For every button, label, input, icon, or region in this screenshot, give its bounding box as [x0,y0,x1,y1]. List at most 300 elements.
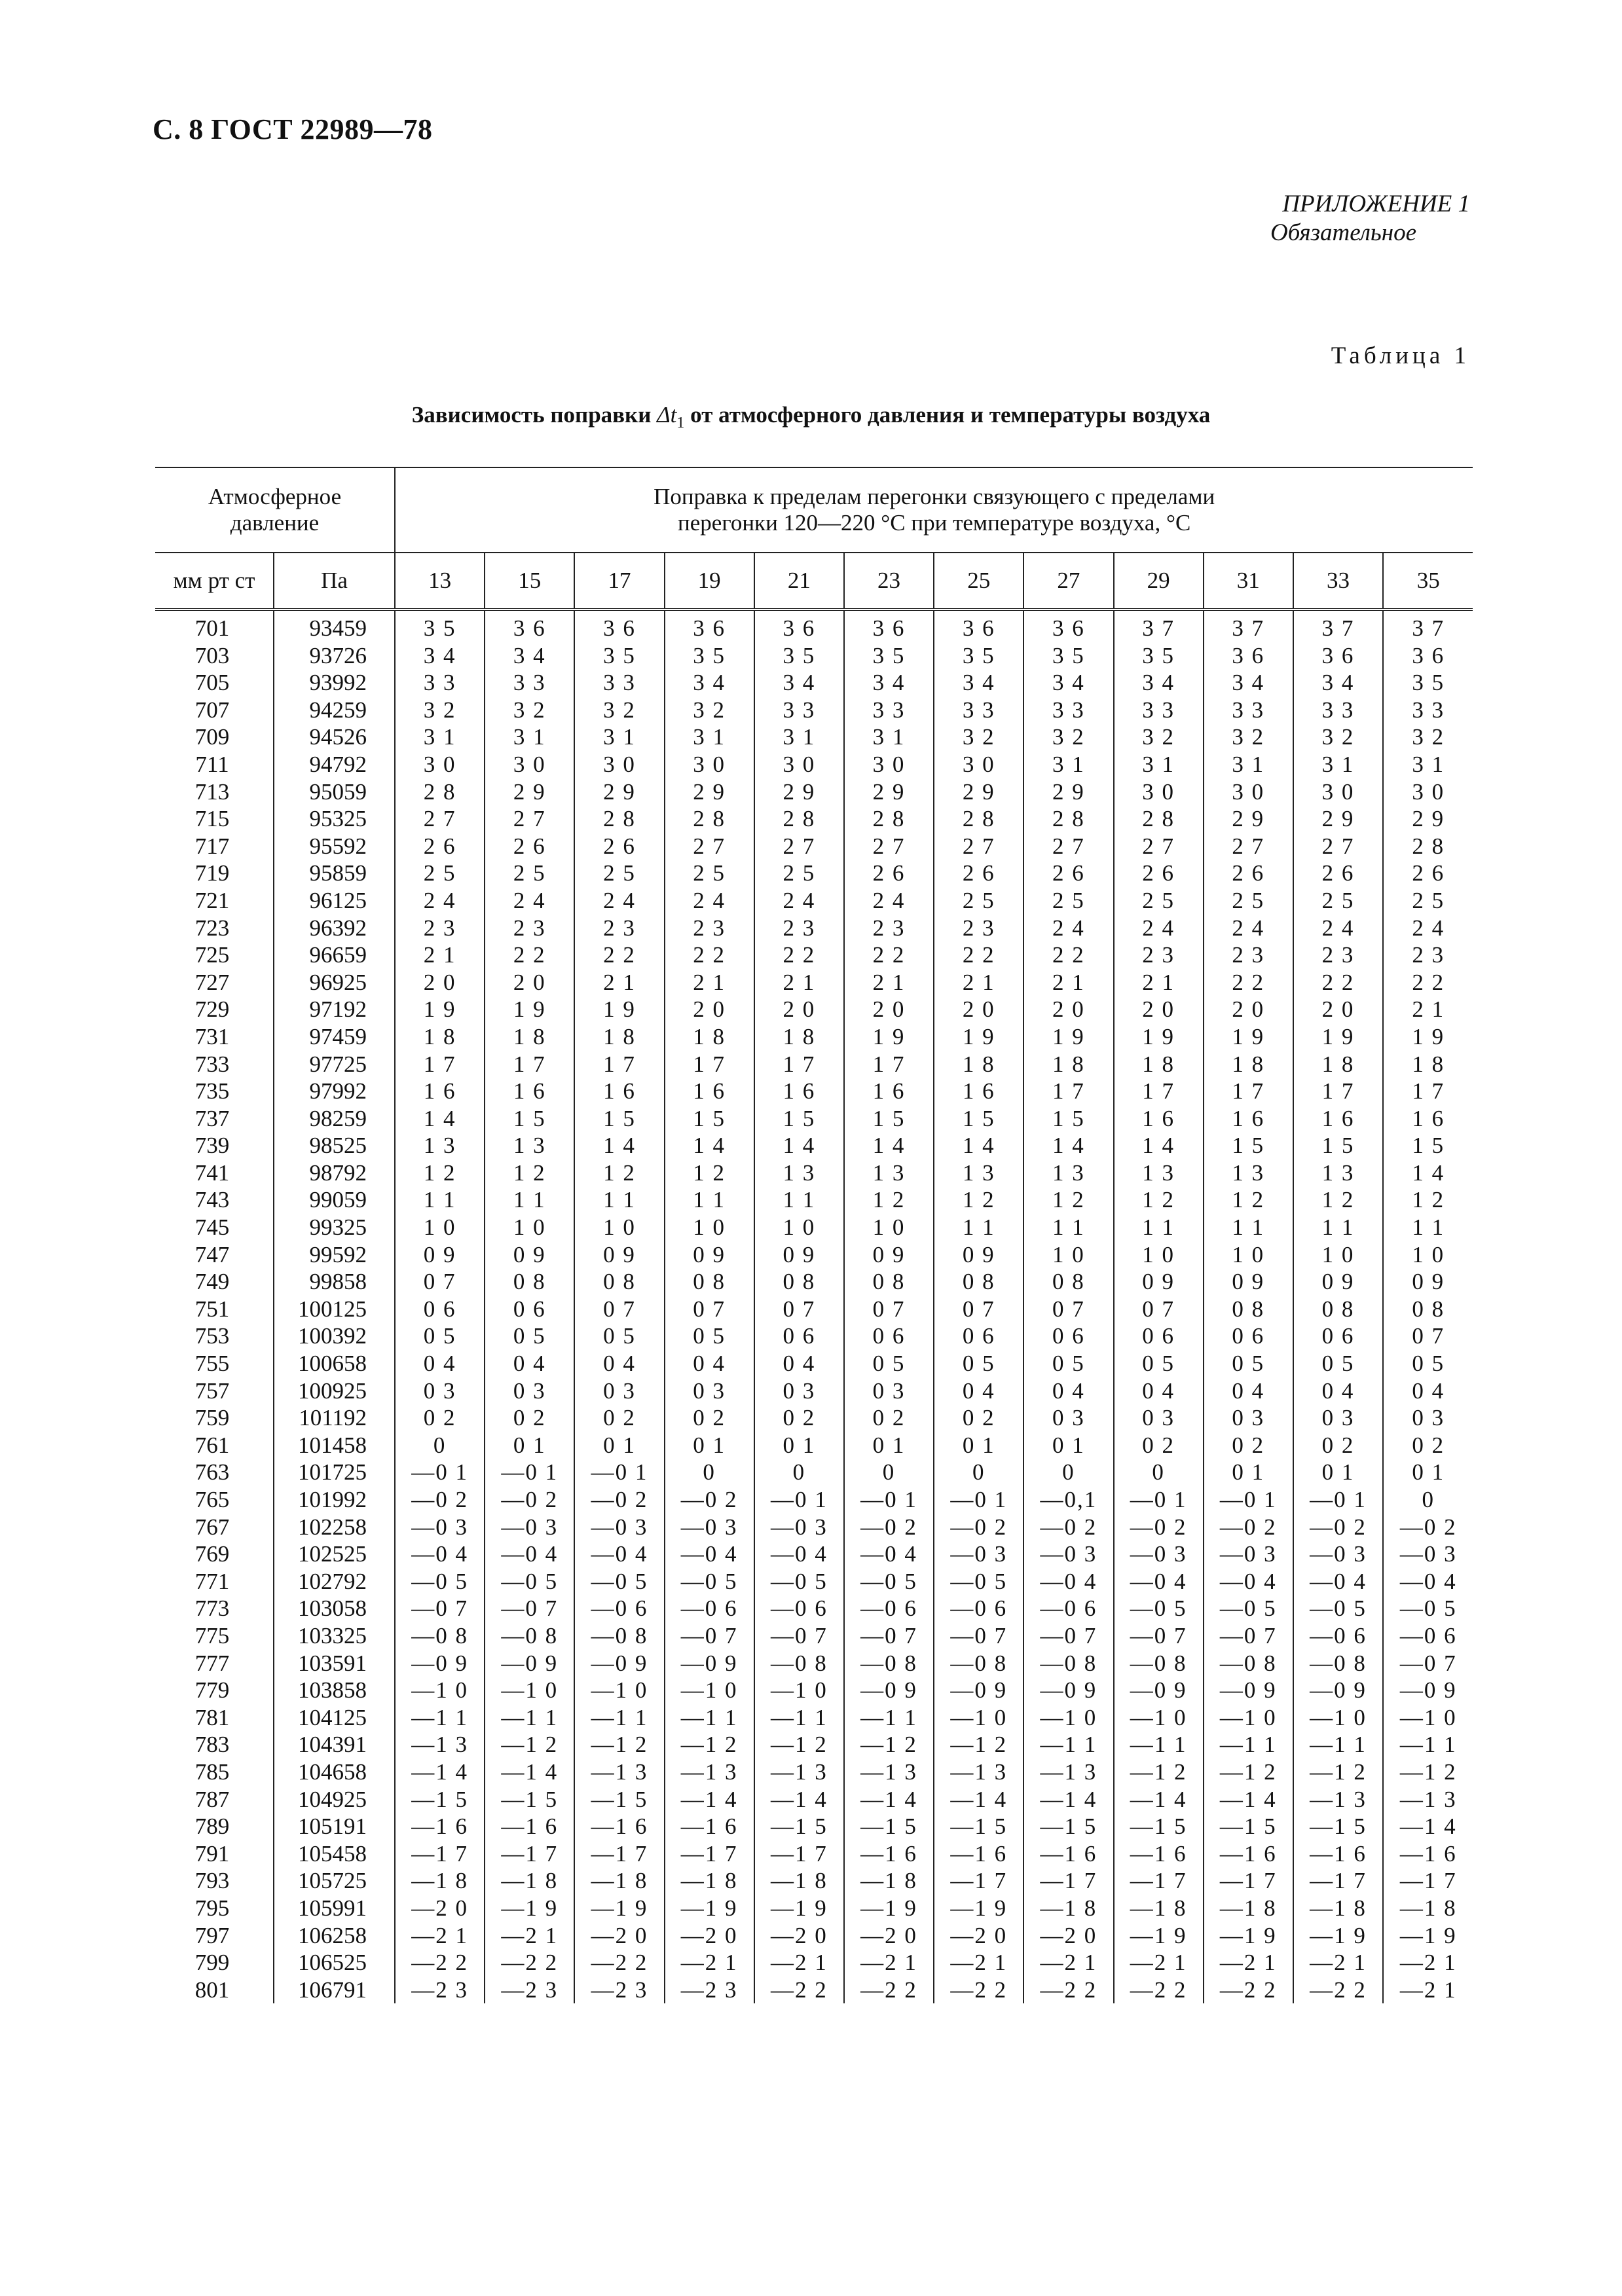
correction-cell: 0 9 [1204,1268,1293,1296]
pressure-mmhg-cell: 763 [155,1459,274,1486]
correction-cell: 1 1 [934,1214,1023,1241]
correction-cell: —1 4 [754,1786,844,1813]
correction-cell: 2 8 [395,778,485,806]
correction-cell: 3 3 [1023,697,1113,724]
correction-cell: 2 1 [1114,969,1204,996]
correction-cell: 0 8 [844,1268,934,1296]
correction-cell: —0 9 [395,1650,485,1677]
correction-cell: —0 5 [485,1568,574,1595]
correction-cell: 0 7 [754,1296,844,1323]
correction-cell: 0 1 [485,1432,574,1459]
pressure-mmhg-cell: 793 [155,1867,274,1895]
correction-cell: —1 6 [1399,1840,1457,1867]
pressure-mmhg-cell: 801 [155,1977,274,2004]
correction-cell: —1 7 [665,1840,754,1868]
correction-cell: 3 0 [665,751,754,778]
pressure-mmhg-cell: 725 [155,941,274,969]
correction-cell: —1 9 [934,1895,1023,1922]
correction-cell: 0 7 [1412,1323,1445,1349]
correction-cell: —0 9 [1023,1677,1113,1704]
correction-cell: 1 5 [485,1105,574,1133]
pressure-pa-cell: 95325 [274,805,395,833]
correction-cell: 1 4 [934,1132,1023,1159]
correction-cell: —0 5 [395,1568,485,1595]
correction-cell: —1 5 [1023,1813,1113,1840]
correction-cell: —2 2 [1023,1977,1113,2004]
pressure-pa-cell: 100125 [274,1296,395,1323]
pressure-mmhg-cell: 761 [155,1432,274,1459]
correction-cell: 3 7 [1204,610,1293,642]
correction-cell: —0 5 [665,1568,754,1595]
correction-table [155,467,1473,2003]
correction-cell: 2 6 [574,833,664,860]
correction-cell: —0 2 [1293,1514,1383,1541]
correction-cell: 1 9 [844,1023,934,1051]
correction-cell: —0 3 [1023,1540,1113,1568]
correction-cell: 0 9 [665,1241,754,1269]
correction-cell: 1 5 [665,1105,754,1133]
correction-cell: —1 0 [754,1677,844,1704]
pressure-pa-cell: 103058 [274,1595,395,1622]
correction-cell: —0 5 [754,1568,844,1595]
correction-cell: —0 8 [395,1622,485,1650]
column-header: 27 [1023,553,1113,610]
correction-cell: —0 3 [1399,1541,1457,1567]
correction-cell: 3 2 [1293,723,1383,751]
pressure-mmhg-cell: 767 [155,1514,274,1541]
table-row [155,1023,1473,1051]
correction-cell: 0 7 [1023,1296,1113,1323]
pressure-pa-cell: 99059 [274,1186,395,1214]
correction-cell: 0 3 [844,1377,934,1405]
correction-cell: 0 7 [844,1296,934,1323]
correction-group-header: Поправка к пределам перегонки связующего с пределами перегонки 120—220 °С при температуре воздуха, °С [395,467,1473,553]
table-row [155,1704,1473,1732]
table-row [155,1404,1473,1432]
correction-cell: 3 1 [1293,751,1383,778]
correction-cell: —0 3 [1204,1540,1293,1568]
correction-cell: —2 1 [395,1922,485,1950]
table-row [155,1949,1473,1977]
correction-cell: —2 1 [1204,1949,1293,1977]
correction-cell: 3 0 [754,751,844,778]
correction-cell: —1 0 [665,1677,754,1704]
table-body [155,610,1473,2003]
correction-cell: 1 0 [485,1214,574,1241]
correction-cell: —1 0 [485,1677,574,1704]
correction-cell: —0 1 [1204,1486,1293,1514]
correction-cell: 0 9 [1114,1268,1204,1296]
pressure-mmhg-cell: 709 [155,723,274,751]
correction-cell: —0 2 [1399,1514,1457,1540]
table-row [155,610,1473,642]
correction-cell: 0 5 [1412,1351,1445,1377]
pressure-mmhg-cell: 751 [155,1296,274,1323]
correction-cell: 2 7 [934,833,1023,860]
correction-cell: 0 4 [1114,1377,1204,1405]
correction-cell: —0 6 [934,1595,1023,1622]
correction-cell: —1 6 [395,1813,485,1840]
correction-cell: —1 6 [934,1840,1023,1868]
correction-cell: 3 6 [754,610,844,642]
correction-cell: 0 8 [1023,1268,1113,1296]
correction-cell: 2 5 [1114,887,1204,915]
correction-cell: —2 2 [395,1949,485,1977]
correction-cell: 0 5 [1204,1350,1293,1377]
pressure-pa-cell: 94526 [274,723,395,751]
correction-cell: 1 3 [485,1132,574,1159]
table-row [155,1432,1473,1459]
correction-cell: 2 7 [1023,833,1113,860]
correction-cell: 3 0 [934,751,1023,778]
correction-cell: —1 8 [1293,1895,1383,1922]
correction-cell: —0 9 [665,1650,754,1677]
pressure-pa-cell: 101725 [274,1459,395,1486]
correction-cell: 1 7 [395,1051,485,1078]
pressure-pa-cell: 97459 [274,1023,395,1051]
correction-cell: 1 6 [574,1078,664,1105]
correction-cell: 3 6 [844,610,934,642]
correction-cell: —0 8 [1293,1650,1383,1677]
pressure-pa-cell: 102792 [274,1568,395,1595]
correction-cell: 1 1 [665,1186,754,1214]
correction-cell: —0 3 [665,1514,754,1541]
table-row [155,1677,1473,1704]
correction-cell: 0 8 [1412,1296,1445,1322]
correction-cell: —0 8 [485,1622,574,1650]
pressure-mmhg-cell: 719 [155,860,274,887]
correction-cell: 0 7 [574,1296,664,1323]
correction-cell: 0 2 [1412,1432,1445,1458]
correction-cell: —0 5 [844,1568,934,1595]
pressure-mmhg-cell: 789 [155,1813,274,1840]
correction-cell: —1 5 [1114,1813,1204,1840]
correction-cell: 1 7 [844,1051,934,1078]
correction-cell: —0 1 [934,1486,1023,1514]
correction-cell: 1 9 [934,1023,1023,1051]
table-row [155,1977,1473,2004]
correction-cell: 2 1 [1412,996,1445,1023]
correction-cell: 0 5 [395,1322,485,1350]
correction-cell: 2 4 [395,887,485,915]
correction-cell: 1 9 [1412,1023,1445,1049]
correction-cell: —0 7 [844,1622,934,1650]
table-row [155,1622,1473,1650]
column-header: 29 [1114,553,1204,610]
correction-cell: 1 0 [395,1214,485,1241]
correction-cell: 0 4 [1023,1377,1113,1405]
pressure-mmhg-cell: 713 [155,778,274,806]
correction-cell: —1 8 [395,1867,485,1895]
column-header: 35 [1383,553,1473,610]
correction-cell: —0 4 [485,1540,574,1568]
correction-cell: 3 3 [1114,697,1204,724]
correction-cell: —0 3 [574,1514,664,1541]
table-row [155,1322,1473,1350]
correction-cell: 1 5 [844,1105,934,1133]
correction-cell: —0 9 [485,1650,574,1677]
correction-cell: 1 5 [574,1105,664,1133]
correction-cell: —1 7 [1114,1867,1204,1895]
correction-cell: —0,1 [1023,1486,1113,1514]
correction-cell: —1 9 [844,1895,934,1922]
correction-cell: 3 3 [1293,697,1383,724]
table-row [155,1895,1473,1922]
correction-cell: —2 0 [754,1922,844,1950]
correction-cell: 3 6 [1204,642,1293,670]
correction-cell: —1 1 [1204,1731,1293,1758]
correction-cell: 3 5 [844,642,934,670]
pressure-mmhg-cell: 795 [155,1895,274,1922]
correction-cell: 0 8 [665,1268,754,1296]
table-row [155,1650,1473,1677]
pressure-pa-cell: 97192 [274,996,395,1023]
correction-cell: 2 1 [1023,969,1113,996]
correction-cell: 2 1 [934,969,1023,996]
correction-cell: 1 7 [1023,1078,1113,1105]
pressure-pa-cell: 95859 [274,860,395,887]
pressure-mmhg-cell: 715 [155,805,274,833]
pressure-mmhg-cell: 765 [155,1486,274,1514]
correction-cell: —0 9 [1204,1677,1293,1704]
correction-cell: —2 2 [1114,1977,1204,2004]
correction-cell: —0 2 [574,1486,664,1514]
pressure-mmhg-cell: 759 [155,1404,274,1432]
table-row [155,996,1473,1023]
correction-cell: 3 6 [1293,642,1383,670]
correction-cell: 2 9 [1293,805,1383,833]
correction-cell: 1 6 [934,1078,1023,1105]
correction-cell: 0 2 [1204,1432,1293,1459]
correction-cell: —1 0 [1114,1704,1204,1732]
correction-cell: —0 4 [1204,1568,1293,1595]
pressure-pa-cell: 93459 [274,610,395,642]
correction-cell: 2 3 [934,915,1023,942]
correction-cell: 3 4 [754,669,844,697]
pressure-pa-cell: 93992 [274,669,395,697]
correction-cell: 2 2 [665,941,754,969]
correction-cell: —0 7 [754,1622,844,1650]
pressure-mmhg-cell: 721 [155,887,274,915]
correction-cell: —1 3 [754,1758,844,1786]
correction-cell: 0 5 [574,1322,664,1350]
correction-cell: 0 1 [1293,1459,1383,1486]
correction-cell: 2 4 [1412,915,1445,941]
pressure-pa-cell: 103858 [274,1677,395,1704]
correction-cell: 3 0 [395,751,485,778]
correction-cell: 2 4 [1204,915,1293,942]
correction-cell: —0 8 [934,1650,1023,1677]
pressure-pa-cell: 104125 [274,1704,395,1732]
pressure-mmhg-cell: 703 [155,642,274,670]
correction-cell: 1 0 [1293,1241,1383,1269]
correction-cell: 1 4 [1412,1159,1445,1186]
pressure-pa-cell: 105458 [274,1840,395,1868]
appendix-title: ПРИЛОЖЕНИЕ 1 [1282,191,1470,217]
correction-cell: 2 0 [1204,996,1293,1023]
correction-cell: 2 3 [754,915,844,942]
table-row [155,669,1473,697]
correction-cell: 1 0 [665,1214,754,1241]
correction-cell: —2 1 [1114,1949,1204,1977]
correction-cell: 1 7 [1412,1078,1445,1104]
correction-cell: —0 8 [1204,1650,1293,1677]
correction-cell: —1 1 [844,1704,934,1732]
correction-cell: 1 8 [665,1023,754,1051]
pressure-pa-cell: 95059 [274,778,395,806]
correction-cell: 3 7 [1412,615,1445,641]
correction-cell: —0 6 [844,1595,934,1622]
table-row [155,833,1473,860]
correction-cell: 1 6 [844,1078,934,1105]
pressure-pa-cell: 100658 [274,1350,395,1377]
correction-cell: —0 5 [1114,1595,1204,1622]
table-row [155,1051,1473,1078]
column-header: 13 [395,553,485,610]
table-row [155,1840,1473,1868]
correction-cell: —1 8 [1114,1895,1204,1922]
correction-cell: —2 1 [1293,1949,1383,1977]
correction-cell: 1 2 [1204,1186,1293,1214]
pressure-mmhg-cell: 747 [155,1241,274,1269]
correction-cell: 1 7 [754,1051,844,1078]
correction-cell: 2 6 [1412,860,1445,886]
correction-cell: 1 6 [1293,1105,1383,1133]
correction-cell: —0 2 [665,1486,754,1514]
correction-cell: —0 2 [844,1514,934,1541]
correction-cell: —1 8 [754,1867,844,1895]
correction-cell: —0 8 [1023,1650,1113,1677]
table-row [155,969,1473,996]
correction-cell: 2 7 [1114,833,1204,860]
correction-cell: 1 8 [1293,1051,1383,1078]
correction-cell: 1 0 [754,1214,844,1241]
correction-cell: 0 6 [485,1296,574,1323]
column-header: 31 [1204,553,1293,610]
correction-cell: 1 2 [395,1159,485,1187]
correction-cell: 0 5 [844,1350,934,1377]
correction-cell: 2 7 [665,833,754,860]
correction-cell: 0 8 [574,1268,664,1296]
correction-cell: 2 1 [574,969,664,996]
correction-cell: 1 8 [485,1023,574,1051]
pressure-mmhg-cell: 707 [155,697,274,724]
correction-cell: —1 8 [1204,1895,1293,1922]
correction-cell: —0 9 [1293,1677,1383,1704]
correction-cell: 1 9 [1204,1023,1293,1051]
correction-cell: —1 5 [395,1786,485,1813]
correction-cell: 1 5 [1412,1133,1445,1159]
correction-cell: —1 9 [1293,1922,1383,1950]
correction-cell: —1 7 [934,1867,1023,1895]
correction-cell: 3 3 [754,697,844,724]
correction-cell: 1 1 [1204,1214,1293,1241]
correction-cell: 3 1 [754,723,844,751]
pressure-pa-cell: 105991 [274,1895,395,1922]
correction-cell: 3 0 [1204,778,1293,806]
correction-cell: 2 6 [1204,860,1293,887]
correction-cell: —2 0 [844,1922,934,1950]
correction-cell: 0 1 [574,1432,664,1459]
correction-cell: —1 2 [665,1731,754,1758]
pressure-mmhg-cell: 733 [155,1051,274,1078]
correction-cell: —0 4 [665,1540,754,1568]
pressure-pa-cell: 96659 [274,941,395,969]
correction-cell: 0 3 [1023,1404,1113,1432]
table-row [155,1186,1473,1214]
table-row [155,642,1473,670]
correction-cell: 3 2 [395,697,485,724]
correction-cell: 3 5 [1023,642,1113,670]
correction-cell: 2 3 [1114,941,1204,969]
column-header: 33 [1293,553,1383,610]
pressure-pa-cell: 106791 [274,1977,395,2004]
table-row [155,1595,1473,1622]
correction-cell: 0 [754,1459,844,1486]
table-row [155,1214,1473,1241]
correction-cell: 0 5 [1114,1350,1204,1377]
correction-cell: 1 3 [844,1159,934,1187]
pressure-mmhg-cell: 723 [155,915,274,942]
correction-cell: 1 6 [1412,1105,1445,1131]
pressure-pa-cell: 96392 [274,915,395,942]
correction-cell: 3 2 [1023,723,1113,751]
pressure-pa-cell: 104391 [274,1731,395,1758]
correction-cell: 3 7 [1293,610,1383,642]
correction-cell: 0 2 [934,1404,1023,1432]
correction-cell: —1 6 [844,1840,934,1868]
correction-cell: 1 5 [934,1105,1023,1133]
correction-cell: 3 2 [1204,723,1293,751]
correction-cell: 0 [844,1459,934,1486]
correction-cell: 0 1 [665,1432,754,1459]
correction-cell: 0 3 [395,1377,485,1405]
correction-cell: 1 3 [395,1132,485,1159]
correction-cell: 3 0 [1412,778,1445,805]
pressure-mmhg-cell: 755 [155,1350,274,1377]
pressure-pa-cell: 96925 [274,969,395,996]
table-label: Таблица 1 [1331,342,1470,369]
correction-cell: 1 2 [1293,1186,1383,1214]
correction-cell: 1 8 [754,1023,844,1051]
column-header-row [155,553,1473,610]
correction-cell: —0 4 [1399,1568,1457,1594]
correction-cell: 1 9 [1023,1023,1113,1051]
correction-cell: —1 8 [665,1867,754,1895]
correction-cell: 1 2 [1023,1186,1113,1214]
pressure-pa-cell: 94792 [274,751,395,778]
correction-cell: 2 4 [844,887,934,915]
correction-cell: 2 0 [934,996,1023,1023]
correction-cell: 3 6 [934,610,1023,642]
correction-cell: 2 6 [844,860,934,887]
correction-cell: 2 1 [665,969,754,996]
correction-cell: 1 5 [1204,1132,1293,1159]
correction-cell: 0 9 [844,1241,934,1269]
table-row [155,1105,1473,1133]
correction-cell: —0 9 [1399,1677,1457,1704]
correction-cell: —0 4 [1293,1568,1383,1595]
correction-cell: 3 5 [754,642,844,670]
column-header: 23 [844,553,934,610]
correction-cell: 0 1 [1204,1459,1293,1486]
pressure-pa-cell: 101992 [274,1486,395,1514]
correction-cell: 3 3 [574,669,664,697]
pressure-pa-cell: 103325 [274,1622,395,1650]
page-header: С. 8 ГОСТ 22989—78 [153,113,433,145]
correction-cell: 2 2 [1204,969,1293,996]
table-row [155,1568,1473,1595]
